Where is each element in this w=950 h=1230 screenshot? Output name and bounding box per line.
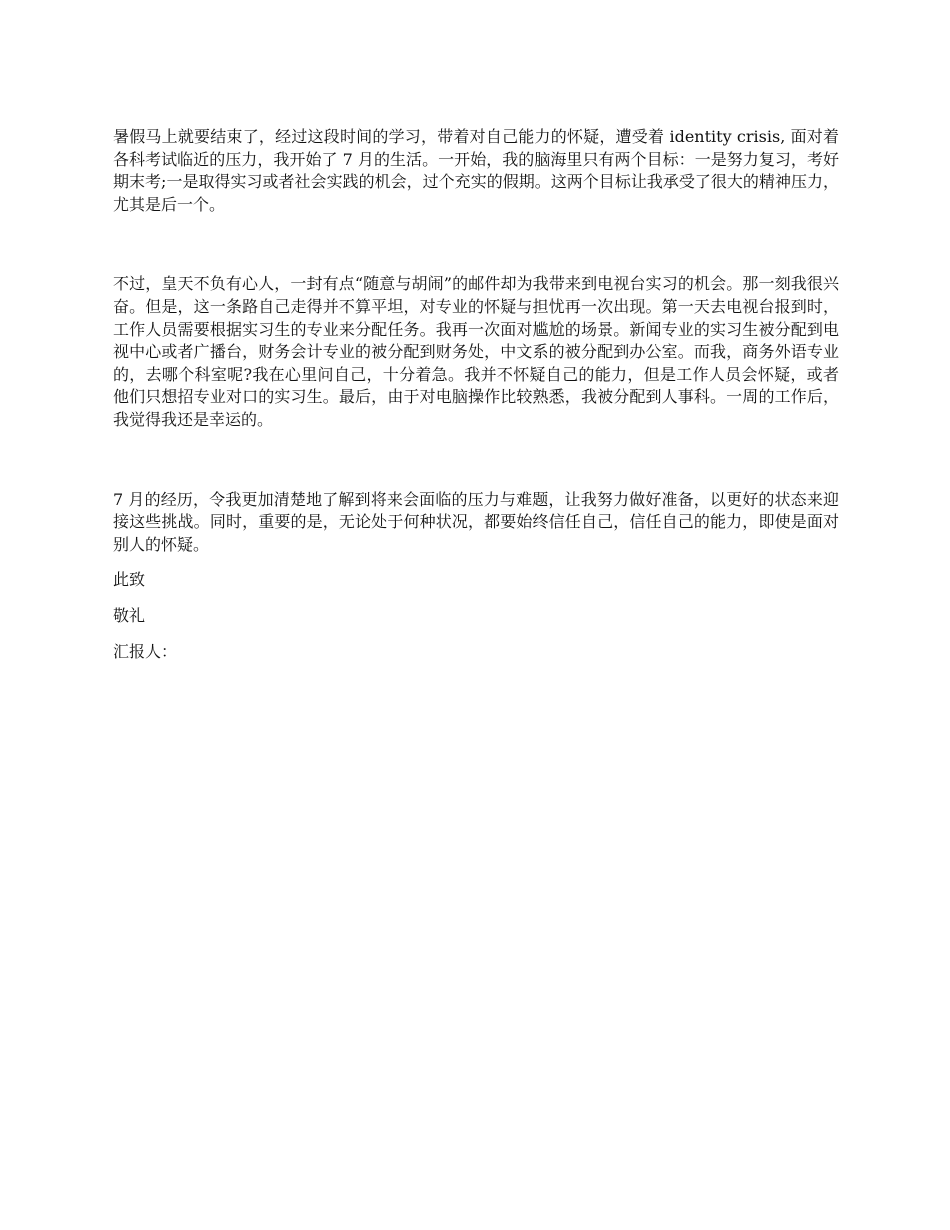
paragraph-1: 暑假马上就要结束了，经过这段时间的学习，带着对自己能力的怀疑，遭受着 identity crisis, 面对着各科考试临近的压力，我开始了 7 月的生活。一开始，我的脑海里只有两个目标：一是努力复习，考好期末考;一是取得实习或者社会实践的机会，过个充实的假期。这两个目标让我承受了很大的精神压力，尤其是后一个。 xyxy=(113,127,839,214)
salutation-text: 敬礼 xyxy=(113,605,146,625)
document-page xyxy=(113,126,839,663)
closing-text: 此致 xyxy=(113,570,146,590)
paragraph-3: 7 月的经历，令我更加清楚地了解到将来会面临的压力与难题，让我努力做好准备，以更好的状态来迎接这些挑战。同时，重要的是，无论处于何种状况，都要始终信任自己，信任自己的能力，即使是面对别人的怀疑。 xyxy=(113,489,839,554)
signature-label: 汇报人： xyxy=(113,641,178,661)
paragraph-2: 不过，皇天不负有心人，一封有点“随意与胡闹”的邮件却为我带来到电视台实习的机会。那一刻我很兴奋。但是，这一条路自己走得并不算平坦，对专业的怀疑与担忧再一次出现。第一天去电视台报到时，工作人员需要根据实习生的专业来分配任务。我再一次面对尴尬的场景。新闻专业的实习生被分配到电视中心或者广播台，财务会计专业的被分配到财务处，中文系的被分配到办公室。而我，商务外语专业的，去哪个科室呢?我在心里问自己，十分着急。我并不怀疑自己的能力，但是工作人员会怀疑，或者他们只想招专业对口的实习生。最后，由于对电脑操作比较熟悉，我被分配到人事科。一周的工作后，我觉得我还是幸运的。 xyxy=(113,274,839,429)
